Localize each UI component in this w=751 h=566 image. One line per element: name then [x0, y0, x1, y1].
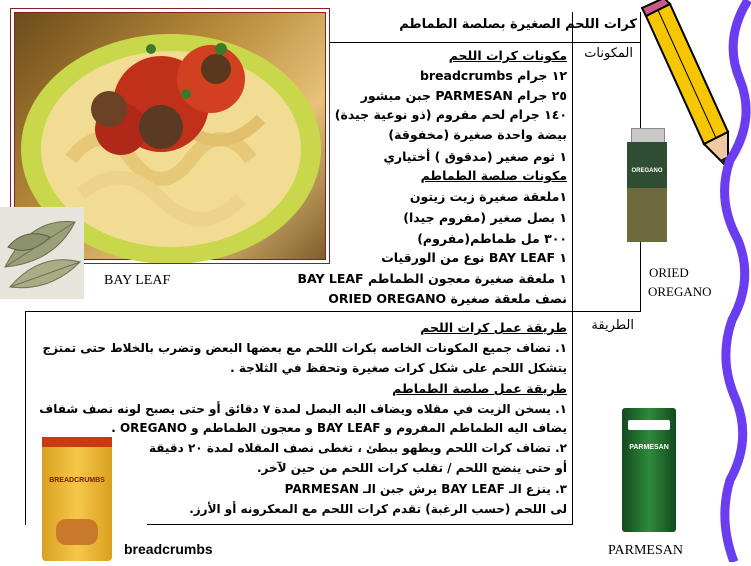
oregano-jar-label: OREGANO [631, 168, 663, 174]
method-step: ١. يسخن الزيت في مقلاه ويضاف اليه البصل لمدة ٧ دقائق أو حتى يصبح لونه نصف شفاف [39, 402, 567, 416]
ingredient-item: ١ ملعقة صغيرة معجون الطماطم BAY LEAF [297, 271, 567, 286]
title-row-rule [330, 42, 641, 43]
oregano-caption-line1: ORIED [649, 265, 689, 280]
table-left-rule [25, 311, 26, 525]
bay-leaf-caption: BAY LEAF [104, 273, 171, 288]
ingredient-item: ١ملعقة صغيرة زيت زيتون [409, 189, 567, 204]
breadcrumbs-can-label: BREADCRUMBS [49, 477, 105, 484]
method-step: ٣. ينزع الـ BAY LEAF يرش جبن الـ PARMESAN [284, 482, 567, 496]
ingredient-item: بيضة واحدة صغيرة (مخفوقة) [388, 127, 567, 142]
breadcrumbs-can-image [42, 437, 112, 561]
method-step: ٢. تضاف كرات اللحم ويطهو ببطئ ، تغطى نصف المقلاه لمدة ٢٠ دقيقة [148, 441, 567, 455]
sauce-method-heading: طريقة عمل صلصة الطماطم [392, 381, 567, 396]
parmesan-can-label: PARMESAN [629, 444, 669, 451]
method-step: يضاف اليه الطماطم المفروم و BAY LEAF و معجون الطماطم و OREGANO . [111, 421, 567, 435]
method-step: ١. تضاف جميع المكونات الخاصه بكرات اللحم مع بعضها البعض وتضرب بالخلاط حتى تمتزج [42, 341, 567, 355]
parmesan-can-image [622, 408, 676, 532]
ingredient-item: ١ بصل صغير (مفروم جيدا) [403, 210, 567, 225]
table-bottom-rule [147, 524, 573, 525]
ingredient-item: ١٤٠ جرام لحم مفروم (ذو نوعية جيدة) [334, 107, 567, 122]
method-step: أو حتى ينضج اللحم / تقلب كرات اللحم من حين لآخر. [257, 461, 567, 475]
meatballs-ingredients-heading: مكونات كرات اللحم [448, 48, 567, 63]
meatballs-method-heading: طريقة عمل كرات اللحم [420, 320, 567, 335]
section-rule [25, 311, 641, 312]
column-divider [572, 12, 573, 525]
breadcrumbs-caption: breadcrumbs [124, 541, 213, 557]
oregano-caption-line2: OREGANO [648, 284, 712, 299]
method-step: يتشكل اللحم على شكل كرات صغيرة وتحفظ في الثلاجة . [230, 361, 567, 375]
ingredient-item: ١ BAY LEAF نوع من الورقيات [381, 250, 567, 265]
bay-leaf-image [0, 207, 84, 299]
method-label: الطريقة [591, 318, 634, 333]
ingredient-item: ١٢ جرام breadcrumbs [419, 68, 567, 83]
ingredient-item: نصف ملعقة صغيرة ORIED OREGANO [328, 291, 567, 306]
sauce-ingredients-heading: مكونات صلصة الطماطم [420, 168, 567, 183]
ingredient-item: ٣٠٠ مل طماطم(مفروم) [417, 231, 567, 246]
recipe-title: كرات اللحم الصغيرة بصلصة الطماطم [399, 17, 637, 32]
ingredients-label: المكونات [584, 46, 633, 61]
ingredient-item: ٢٥ جرام PARMESAN جبن مبشور [360, 88, 567, 103]
ingredient-item: ١ ثوم صغير (مدقوق ) أختياري [383, 149, 567, 164]
parmesan-caption: PARMESAN [608, 543, 683, 558]
method-step: لى اللحم (حسب الرغبة) تقدم كرات اللحم مع المعكرونه أو الأرز. [189, 502, 567, 516]
purple-ribbon-decoration [718, 0, 751, 562]
